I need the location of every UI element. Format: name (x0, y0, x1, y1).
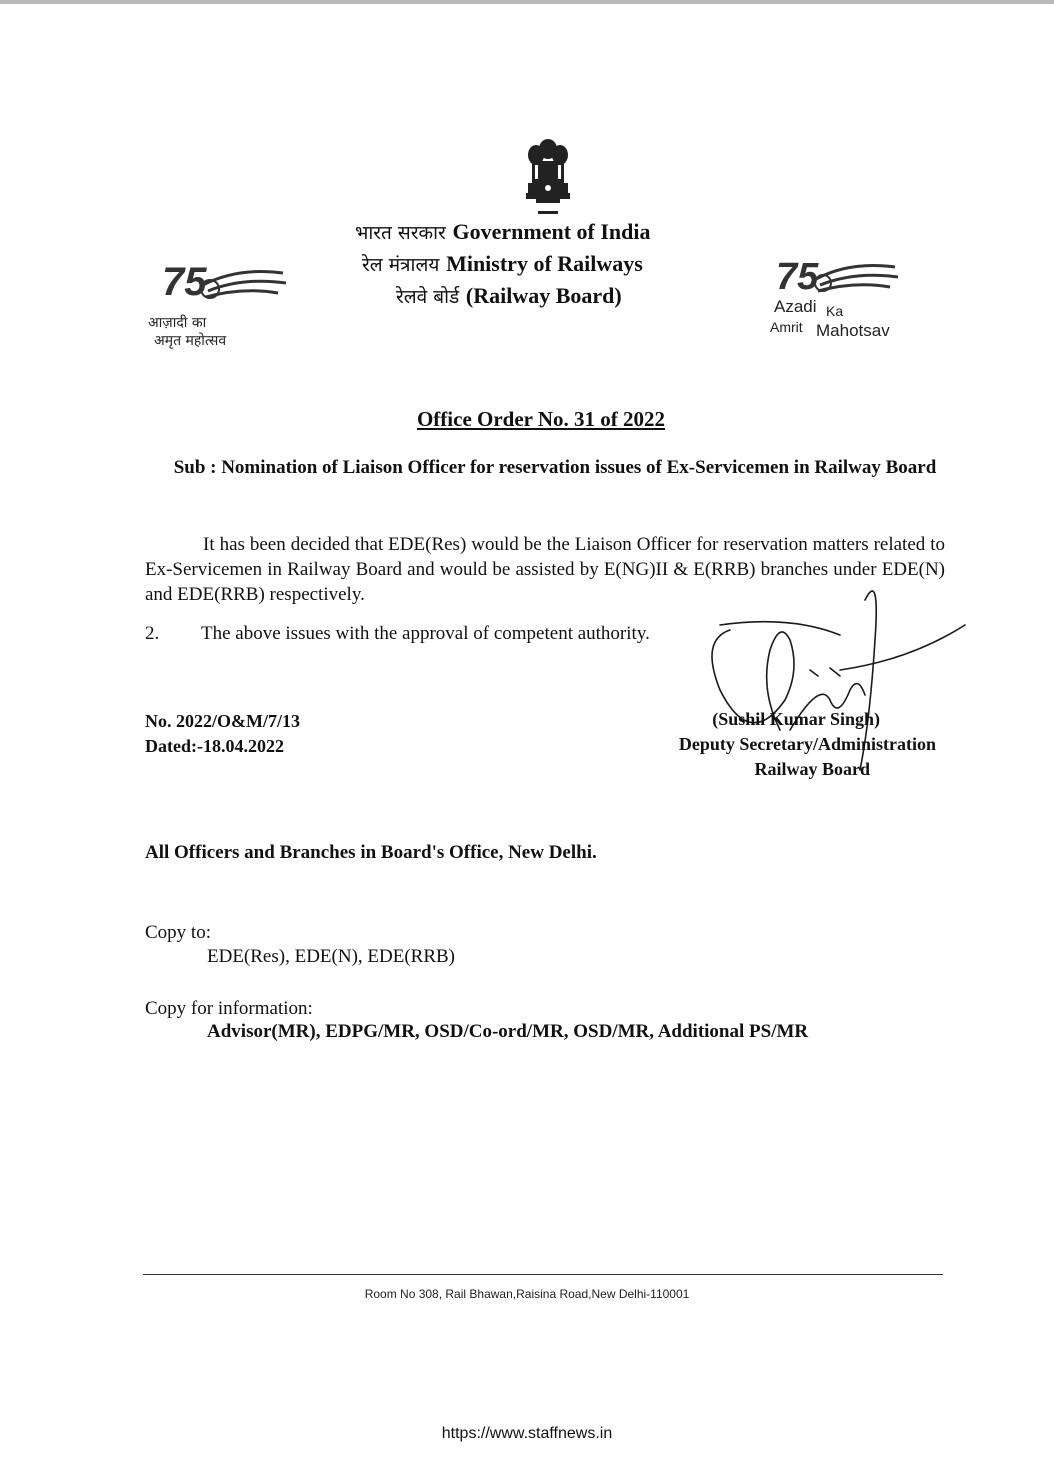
header-line-2 (362, 251, 643, 277)
header-hindi-board: रेलवे बोर्ड (396, 286, 460, 308)
logo-left-number: 75 (162, 260, 207, 304)
signatory-designation: Deputy Secretary/Administration (678, 734, 936, 754)
header-hindi-govt: भारत सरकार (355, 222, 446, 244)
logo-left-text-2: अमृत महोत्सव (154, 333, 227, 349)
national-emblem-icon (522, 135, 574, 223)
subject-line: Sub : Nomination of Liaison Officer for reservation issues of Ex-Servicemen in Railway Board (173, 457, 937, 478)
header-english-ministry: Ministry of Railways (446, 251, 643, 276)
copy-to-list: EDE(Res), EDE(N), EDE(RRB) (207, 946, 456, 967)
azadi-75-icon (760, 253, 930, 303)
addressee-line: All Officers and Branches in Board's Office, New Delhi. (145, 842, 597, 863)
header-english-govt: Government of India (452, 219, 651, 244)
paragraph-number: 2. (145, 623, 160, 644)
page-top-edge (0, 0, 1054, 4)
logo-right-number: 75 (776, 256, 819, 298)
header-hindi-ministry: रेल मंत्रालय (362, 254, 440, 276)
source-url[interactable]: https://www.staffnews.in (441, 1425, 613, 1442)
signatory-office: Railway Board (754, 759, 870, 779)
azadi-logo-hindi (148, 255, 308, 353)
paragraph-2-text: The above issues with the approval of competent authority. (201, 623, 650, 644)
copy-info-list: Advisor(MR), EDPG/MR, OSD/Co-ord/MR, OSD/MR, Additional PS/MR (207, 1021, 809, 1042)
office-order-title: Office Order No. 31 of 2022 (416, 407, 666, 431)
logo-right-ka: Ka (826, 303, 844, 319)
logo-right-azadi: Azadi (774, 297, 817, 316)
footer-divider (143, 1274, 943, 1275)
logo-right-amrit: Amrit (770, 319, 803, 335)
header-line-1 (355, 219, 651, 245)
body-paragraph-1: It has been decided that EDE(Res) would be the Liaison Officer for reservation matters related to Ex-Servicemen in Railway Board and would be assisted by E(NG)II & E(RRB) branches under EDE(N) and EDE(RRB) respectively. (145, 534, 945, 605)
header-english-board: (Railway Board) (465, 283, 622, 308)
logo-right-mahotsav: Mahotsav (816, 321, 890, 340)
footer-address: Room No 308, Rail Bhawan,Raisina Road,New Delhi-110001 (364, 1287, 690, 1301)
reference-block (145, 709, 300, 759)
reference-date: Dated:-18.04.2022 (145, 736, 284, 756)
header-line-3 (396, 283, 622, 309)
logo-left-text-1: आज़ादी का (148, 315, 207, 331)
reference-number: No. 2022/O&M/7/13 (145, 711, 300, 731)
azadi-logo-english (760, 253, 930, 345)
signatory-block (560, 707, 936, 782)
signatory-name: (Sushil Kumar Singh) (712, 709, 880, 729)
copy-to-label: Copy to: (145, 922, 211, 943)
azadi-75-icon (148, 255, 308, 315)
copy-info-label: Copy for information: (145, 998, 313, 1019)
